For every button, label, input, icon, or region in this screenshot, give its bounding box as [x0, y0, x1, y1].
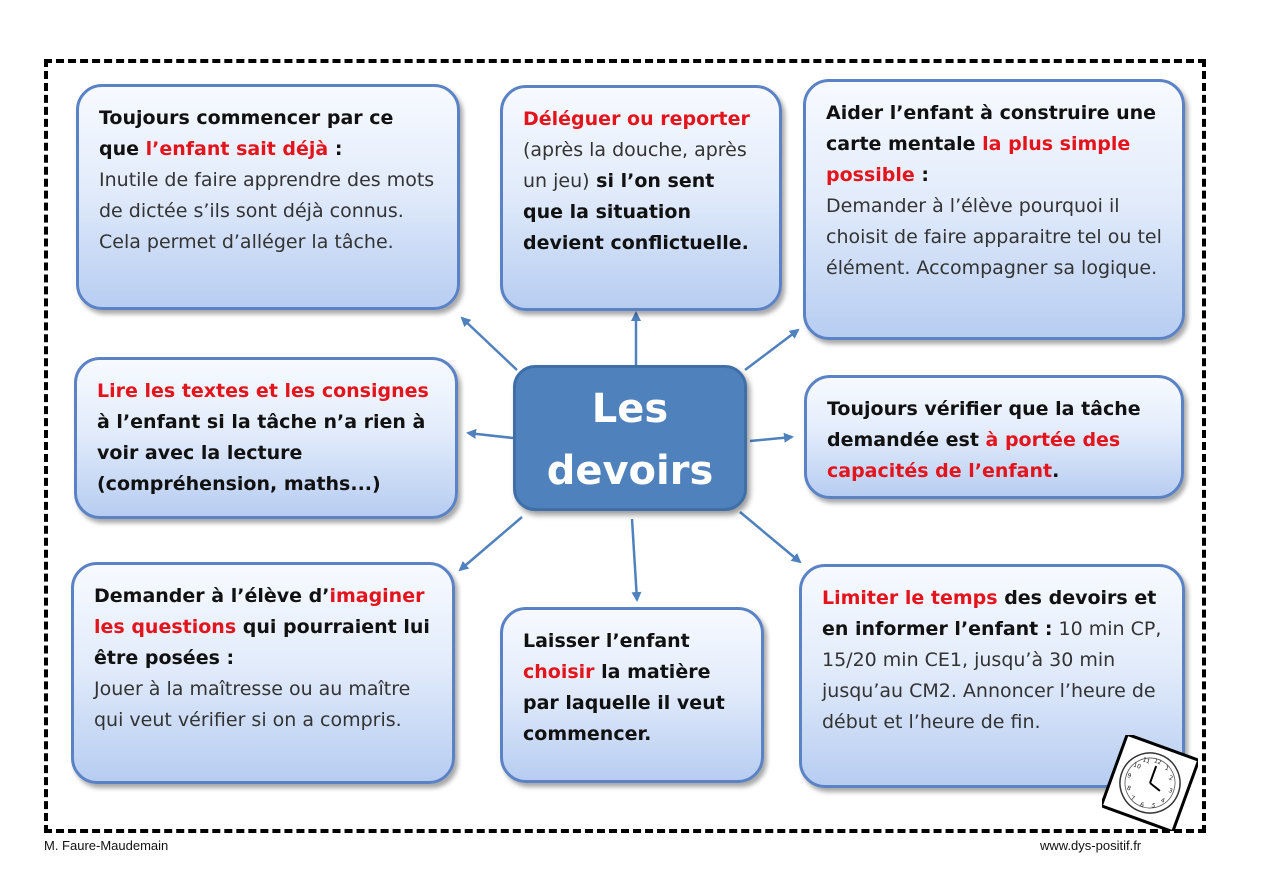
svg-text:7: 7	[1129, 794, 1136, 803]
svg-text:5: 5	[1150, 802, 1157, 810]
svg-text:12: 12	[1152, 757, 1163, 767]
card-6-text-a: Demander à l’élève d’	[94, 585, 330, 607]
card-delegate	[500, 85, 782, 311]
card-2-detail: (après la douche, après un jeu)	[523, 139, 747, 192]
card-3-highlight: la plus simple possible	[826, 133, 1131, 186]
footer-website: www.dys-positif.fr	[1040, 838, 1142, 853]
card-4-text-b: à l’enfant si la tâche n’a rien à voir avec la lecture (compréhension, maths...)	[97, 411, 426, 495]
card-3-text-a: Aider l’enfant à construire une carte mentale	[826, 102, 1157, 155]
card-7-highlight: choisir	[523, 661, 595, 683]
arrow-to-bottom-left	[460, 517, 522, 570]
card-5-highlight: à portée des capacités de l’enfant	[827, 429, 1121, 482]
card-2-text-c: si l’on sent que la situation devient conflictuelle.	[523, 170, 749, 254]
svg-text:10: 10	[1132, 761, 1142, 771]
central-topic	[513, 365, 747, 511]
svg-text:1: 1	[1164, 764, 1171, 773]
card-4-highlight: Lire les textes et les consignes	[97, 380, 429, 402]
central-topic-line-1: Les	[591, 386, 669, 432]
card-3-detail: Demander à l’élève pourquoi il choisit de faire apparaitre tel ou tel élément. Accompagner sa logique.	[826, 195, 1162, 279]
card-imagine-questions	[71, 562, 455, 784]
card-8-detail: 10 min CP, 15/20 min CE1, jusqu’à 30 min jusqu’au CM2. Annoncer l’heure de début et l’heure de fin.	[822, 618, 1162, 733]
svg-text:6: 6	[1138, 801, 1145, 810]
card-5-text-a: Toujours vérifier que la tâche demandée est	[827, 398, 1141, 451]
arrow-to-top-left	[462, 318, 517, 370]
card-6-text-c: qui pourraient lui être posées :	[94, 616, 430, 669]
card-6-highlight: imaginer les questions	[94, 585, 425, 638]
card-6-detail: Jouer à la maîtresse ou au maître qui veut vérifier si on a compris.	[94, 678, 411, 731]
arrow-to-bottom-right	[740, 512, 800, 562]
arrow-to-top-right	[745, 330, 798, 370]
svg-text:8: 8	[1125, 784, 1132, 793]
card-choose-subject	[500, 607, 764, 783]
card-2-highlight: Déléguer ou reporter	[523, 108, 750, 130]
card-1-text-c: :	[328, 138, 343, 160]
svg-text:3: 3	[1167, 787, 1174, 795]
card-7-text-a: Laisser l’enfant	[523, 630, 690, 652]
card-1-detail: Inutile de faire apprendre des mots de dictée s’ils sont déjà connus. Cela permet d’alléger la tâche.	[99, 169, 435, 253]
card-7-text-c: la matière par laquelle il veut commencer.	[523, 661, 725, 745]
central-topic-line-2: devoirs	[546, 448, 714, 494]
arrow-to-middle-left	[468, 433, 513, 438]
card-start-known	[76, 84, 460, 310]
card-read-instructions	[74, 357, 458, 519]
arrow-to-middle-right	[750, 437, 792, 441]
card-1-text-a: Toujours commencer par ce que	[99, 107, 394, 160]
card-mind-map	[803, 79, 1185, 340]
svg-text:11: 11	[1141, 756, 1152, 766]
card-1-highlight: l’enfant sait déjà	[145, 138, 329, 160]
svg-text:2: 2	[1167, 774, 1174, 783]
card-8-text-b: des devoirs et en informer l’enfant :	[822, 587, 1157, 640]
card-8-highlight: Limiter le temps	[822, 587, 998, 609]
clock-icon	[1102, 735, 1198, 831]
arrow-to-bottom-center	[632, 519, 637, 600]
svg-text:9: 9	[1126, 772, 1133, 780]
card-check-capacity	[804, 375, 1184, 499]
card-3-text-c: :	[914, 164, 930, 186]
footer-author: M. Faure-Maudemain	[44, 838, 169, 853]
svg-text:4: 4	[1159, 796, 1166, 805]
card-5-text-c: .	[1052, 460, 1060, 482]
